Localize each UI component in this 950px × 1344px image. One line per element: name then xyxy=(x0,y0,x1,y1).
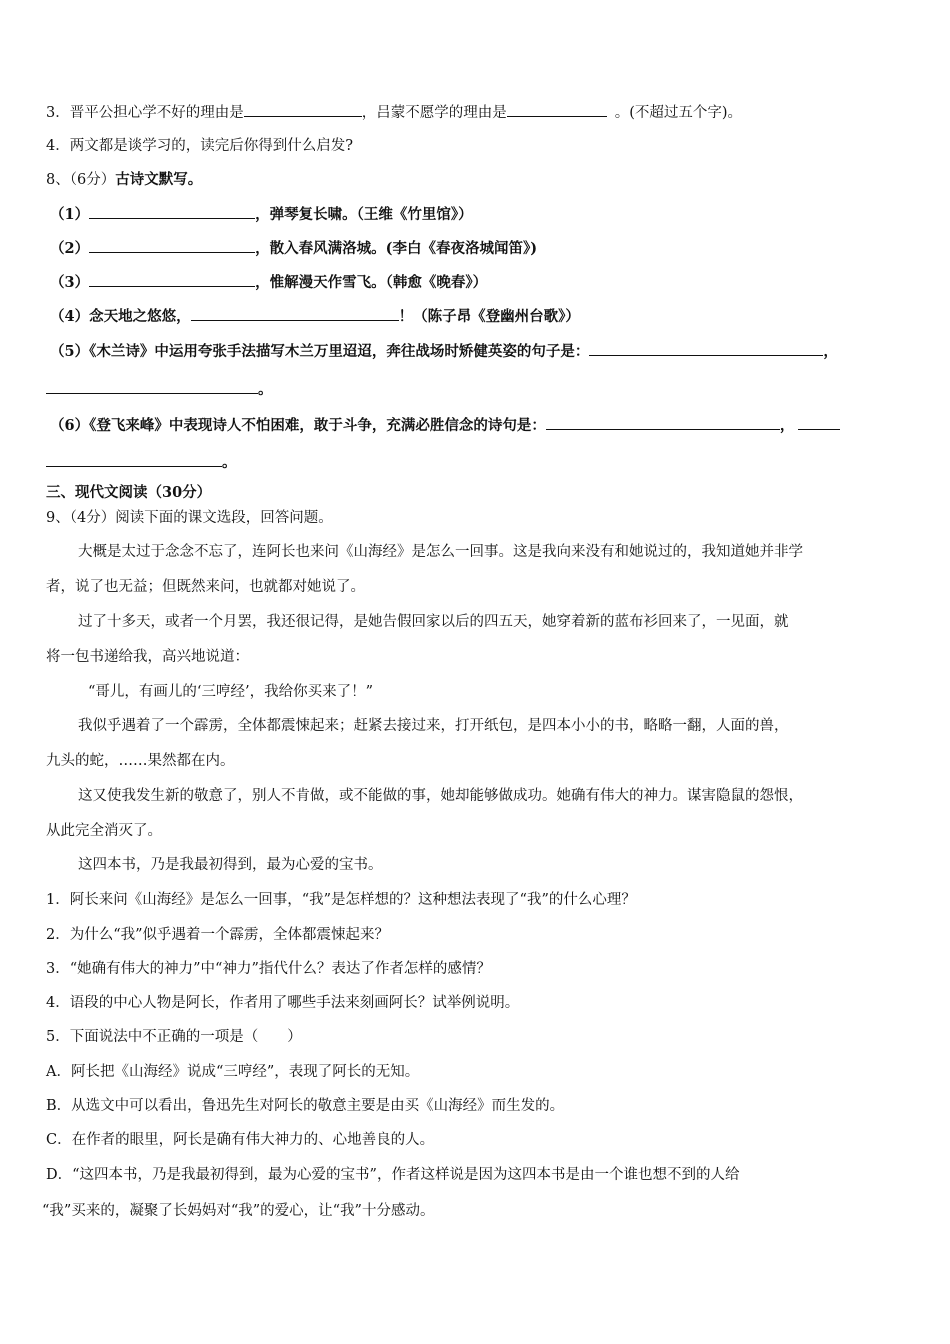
passage-line: 这四本书，乃是我最初得到，最为心爱的宝书。 xyxy=(78,857,383,873)
q8-score: （6分） xyxy=(69,172,116,188)
passage-line: 这又使我发生新的敬意了，别人不肯做，或不能做的事，她却能够做成功。她确有伟大的神力。谋害隐鼠的怨恨， xyxy=(78,788,803,804)
passage-line: 者，说了也无益；但既然来问，也就都对她说了。 xyxy=(46,579,365,595)
option-a: A．阿长把《山海经》说成“三哼经”，表现了阿长的无知。 xyxy=(46,1064,420,1080)
passage-line: “哥儿，有画儿的‘三哼经’，我给你买来了！” xyxy=(88,684,374,700)
q8-item-label: （1） xyxy=(50,206,90,223)
answer-blank[interactable] xyxy=(89,238,255,253)
q8-item-label: （4）念天地之悠悠， xyxy=(50,308,191,325)
option-c: C．在作者的眼里，阿长是确有伟大神力的、心地善良的人。 xyxy=(46,1132,435,1148)
q8-item-4 xyxy=(50,306,906,327)
q9-question-4: 4．语段的中心人物是阿长，作者用了哪些手法来刻画阿长？试举例说明。 xyxy=(46,995,520,1011)
q8-item6-comma: ， xyxy=(779,417,795,434)
passage-line: 将一包书递给我，高兴地说道： xyxy=(46,649,249,665)
q8-item-label: （3） xyxy=(50,274,90,291)
answer-blank[interactable] xyxy=(507,102,607,117)
q8-item-6-line-2 xyxy=(46,452,906,473)
q9-question-3: 3．“她确有伟大的神力”中“神力”指代什么？表达了作者怎样的感情？ xyxy=(46,961,491,977)
q3-text-a: 3．晋平公担心学不好的理由是 xyxy=(46,105,244,121)
option-d-line-2: “我”买来的，凝聚了长妈妈对“我”的爱心，让“我”十分感动。 xyxy=(42,1203,435,1219)
answer-blank[interactable] xyxy=(89,204,255,219)
answer-blank[interactable] xyxy=(89,272,255,287)
passage-line: 九头的蛇，……果然都在内。 xyxy=(46,753,235,769)
q8-item-label: （2） xyxy=(50,240,90,257)
option-d-line-1: D．“这四本书，乃是我最初得到，最为心爱的宝书”，作者这样说是因为这四本书是由一个谁也想不到的人给 xyxy=(46,1167,740,1183)
q8-number: 8、 xyxy=(46,172,70,188)
question-9-intro: 9、（4分）阅读下面的课文选段，回答问题。 xyxy=(46,510,333,526)
q8-item-3 xyxy=(50,272,906,293)
q8-item-tail: ，惟解漫天作雪飞。（韩愈《晚春》） xyxy=(255,274,488,291)
q9-question-5: 5．下面说法中不正确的一项是（ ） xyxy=(46,1029,302,1045)
q8-item-tail: ！（陈子昂《登幽州台歌》） xyxy=(398,308,580,325)
option-b: B．从选文中可以看出，鲁迅先生对阿长的敬意主要是由买《山海经》而生发的。 xyxy=(46,1098,565,1114)
q8-item6-text: （6）《登飞来峰》中表现诗人不怕困难，敢于斗争，充满必胜信念的诗句是： xyxy=(50,417,546,434)
q8-item5-text: （5）《木兰诗》中运用夸张手法描写木兰万里迢迢，奔往战场时矫健英姿的句子是： xyxy=(50,343,590,360)
answer-blank[interactable] xyxy=(46,379,258,394)
q8-item-6-line-1 xyxy=(50,415,906,436)
q3-text-b: ，吕蒙不愿学的理由是 xyxy=(361,105,507,121)
q9-question-1: 1．阿长来问《山海经》是怎么一回事，“我”是怎样想的？这种想法表现了“我”的什么心理？ xyxy=(46,892,636,908)
q8-item-5-line-2 xyxy=(46,379,906,400)
answer-blank[interactable] xyxy=(546,415,780,430)
answer-blank[interactable] xyxy=(191,306,399,321)
passage-line: 从此完全消灭了。 xyxy=(46,823,162,839)
passage-line: 大概是太过于念念不忘了，连阿长也来问《山海经》是怎么一回事。这是我向来没有和她说过的，我知道她并非学 xyxy=(78,544,803,560)
q9-question-2: 2．为什么“我”似乎遇着一个霹雳，全体都震悚起来？ xyxy=(46,927,390,943)
q8-item-tail: ，散入春风满洛城。(李白《春夜洛城闻笛》) xyxy=(255,240,538,257)
q8-title: 古诗文默写。 xyxy=(115,171,203,188)
q8-item-1 xyxy=(50,204,906,225)
passage-line: 过了十多天，或者一个月罢，我还很记得，是她告假回家以后的四五天，她穿着新的蓝布衫回来了，一见面，就 xyxy=(78,614,789,630)
answer-blank[interactable] xyxy=(46,452,222,467)
q8-item-2 xyxy=(50,238,906,259)
answer-blank[interactable] xyxy=(798,415,840,430)
question-3-line xyxy=(46,102,906,123)
q8-item-5-line-1 xyxy=(50,341,906,362)
passage-line: 我似乎遇着了一个霹雳，全体都震悚起来；赶紧去接过来，打开纸包，是四本小小的书，略略一翻，人面的兽， xyxy=(78,718,789,734)
question-4-line: 4．两文都是谈学习的，读完后你得到什么启发? xyxy=(46,138,353,154)
q3-text-c: 。(不超过五个字)。 xyxy=(614,105,743,121)
q8-item5-end: 。 xyxy=(258,381,273,398)
section-3-heading: 三、现代文阅读（30分） xyxy=(46,484,212,501)
answer-blank[interactable] xyxy=(589,341,823,356)
question-8-header xyxy=(46,170,906,190)
q8-item5-comma: ， xyxy=(823,343,838,360)
q8-item6-end: 。 xyxy=(222,454,237,471)
q8-item-tail: ，弹琴复长啸。（王维《竹里馆》） xyxy=(255,206,473,223)
answer-blank[interactable] xyxy=(244,102,362,117)
